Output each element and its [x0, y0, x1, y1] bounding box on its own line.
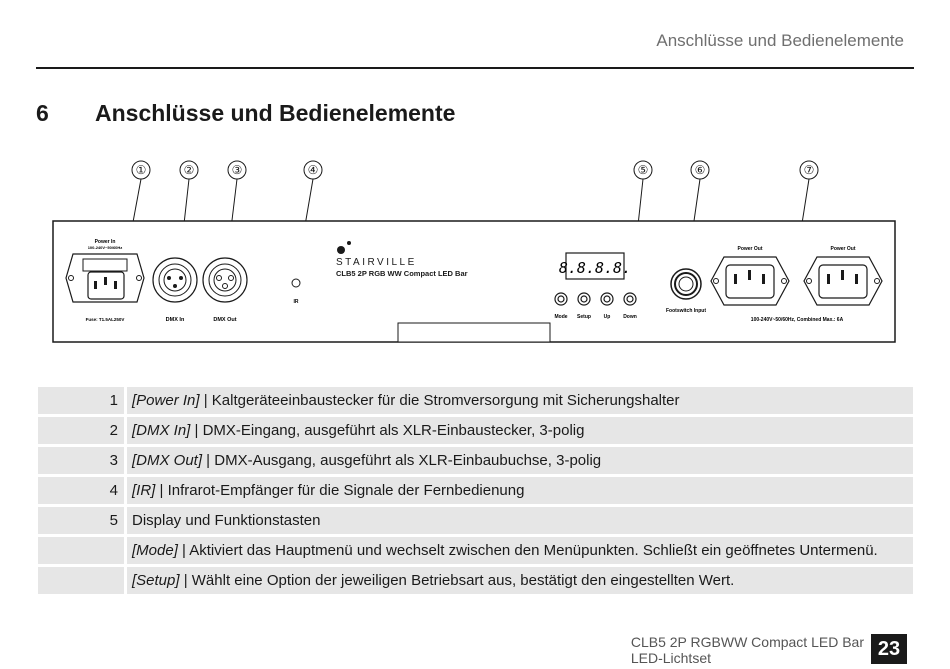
table-row	[38, 387, 913, 414]
callout-1: ①	[135, 163, 147, 177]
power-out-1-label: Power Out	[737, 246, 763, 252]
table-row	[38, 447, 913, 474]
power-out-2-label: Power Out	[830, 246, 856, 252]
table-row	[38, 417, 913, 444]
header-rule	[36, 67, 914, 69]
power-in-rating: 100-240V~50/60Hz	[87, 245, 123, 250]
row-description: [DMX In] | DMX-Eingang, ausgeführt als XLR-Einbaustecker, 3-polig	[127, 417, 913, 444]
row-number: 4	[38, 477, 124, 504]
brand-name: STAIRVILLE	[336, 257, 417, 268]
table-row	[38, 537, 913, 564]
row-number	[38, 537, 124, 564]
footer-subtitle: LED-Lichtset	[630, 650, 711, 666]
footer-text	[631, 634, 864, 666]
table-row	[38, 477, 913, 504]
dmx-out-label: DMX Out	[213, 317, 237, 323]
row-description: [IR] | Infrarot-Empfänger für die Signale der Fernbedienung	[127, 477, 913, 504]
callout-2: ②	[183, 163, 195, 177]
row-number: 5	[38, 507, 124, 534]
power-in-label: Power In	[94, 239, 116, 245]
chapter-number: 6	[36, 100, 49, 126]
callout-numbers	[136, 163, 815, 177]
page-number: 23	[871, 634, 907, 664]
callout-4: ④	[307, 163, 319, 177]
model-name: CLB5 2P RGB WW Compact LED Bar	[336, 269, 468, 278]
brand-logo-dot-small	[347, 241, 351, 245]
up-label: Up	[603, 314, 611, 320]
row-number: 2	[38, 417, 124, 444]
row-number: 1	[38, 387, 124, 414]
row-description: Display und Funktionstasten	[127, 507, 913, 534]
row-number: 3	[38, 447, 124, 474]
row-number	[38, 567, 124, 594]
mode-label: Mode	[554, 314, 568, 320]
chapter-title: Anschlüsse und Bedienelemente	[95, 100, 456, 126]
running-header: Anschlüsse und Bedienelemente	[656, 31, 904, 50]
table-row	[38, 567, 913, 594]
row-description: [Mode] | Aktiviert das Hauptmenü und wechselt zwischen den Menüpunkten. Schließt ein geöffnetes Untermenü.	[127, 537, 913, 564]
ir-label: IR	[293, 299, 299, 305]
description-table	[38, 387, 913, 597]
callout-3: ③	[231, 163, 243, 177]
row-description: [Setup] | Wählt eine Option der jeweiligen Betriebsart aus, bestätigt den eingestellten Wert.	[127, 567, 913, 594]
footer-product: CLB5 2P RGBWW Compact LED Bar	[630, 634, 864, 650]
table-row	[38, 507, 913, 534]
power-out-rating: 100-240V~50/60Hz, Combined Max.: 6A	[750, 317, 844, 323]
footswitch-label: Footswitch Input	[666, 308, 706, 314]
dmx-in-label: DMX In	[165, 317, 185, 323]
callout-7: ⑦	[803, 163, 815, 177]
callout-6: ⑥	[694, 163, 706, 177]
panel-bottom-tab	[398, 323, 550, 342]
display-digits: 8.8.8.8.	[558, 259, 632, 277]
row-description: [Power In] | Kaltgeräteeinbaustecker für die Stromversorgung mit Sicherungshalter	[127, 387, 913, 414]
down-label: Down	[623, 314, 637, 320]
setup-label: Setup	[577, 314, 591, 320]
fuse-label: Fuse: T1.5AL250V	[85, 317, 125, 322]
row-description: [DMX Out] | DMX-Ausgang, ausgeführt als XLR-Einbaubuchse, 3-polig	[127, 447, 913, 474]
brand-logo-dot-large	[337, 246, 345, 254]
callout-5: ⑤	[637, 163, 649, 177]
rear-panel-diagram	[0, 150, 950, 350]
